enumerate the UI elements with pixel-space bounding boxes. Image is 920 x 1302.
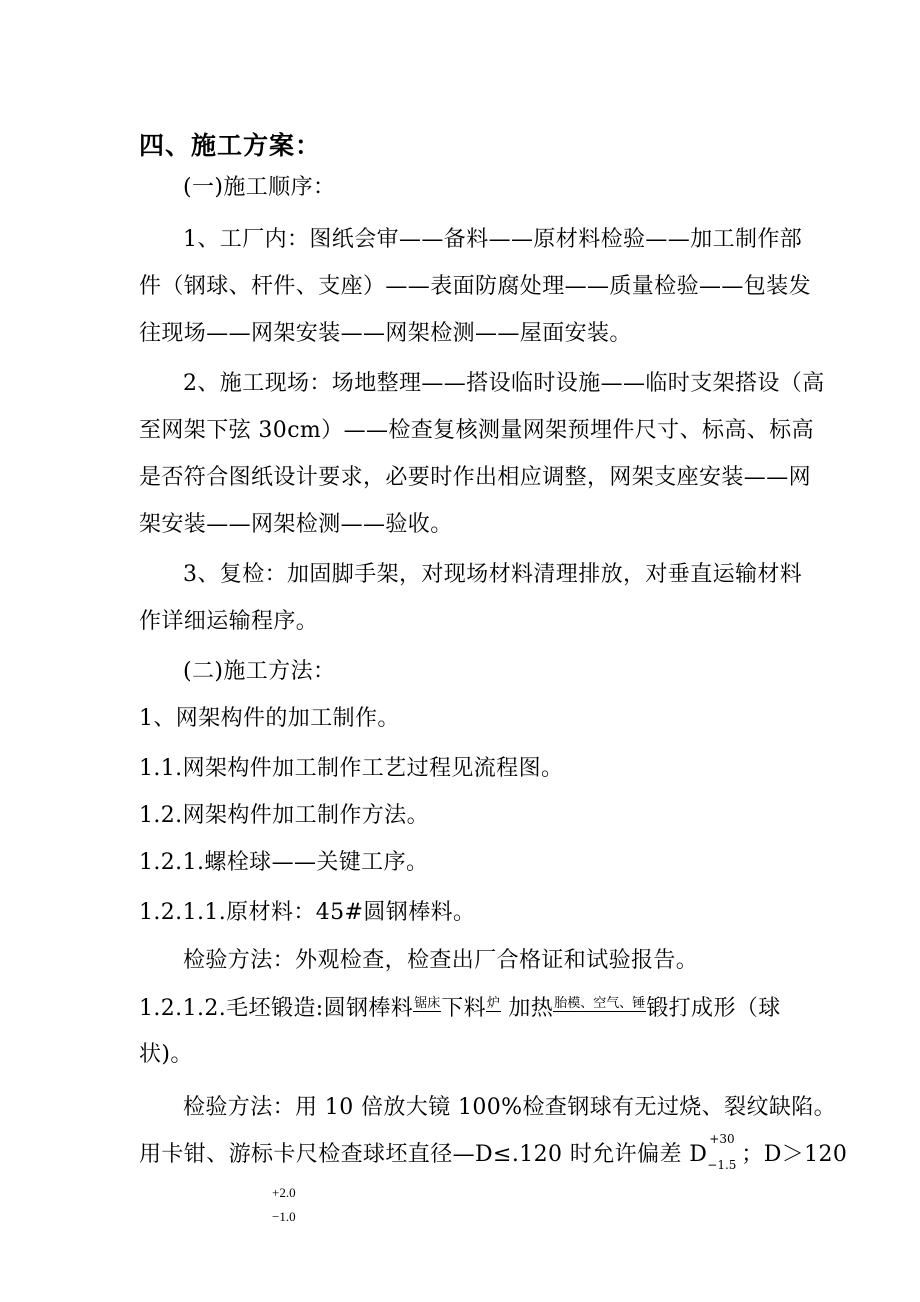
- section-heading: 四、施工方案：: [139, 131, 322, 160]
- tolerance-text: ；D＞120: [741, 1142, 848, 1167]
- numbered-heading: 1.2.1.螺栓球——关键工序。: [139, 850, 429, 875]
- inspection-method-line: 检验方法：用 10 倍放大镜 100%检查钢球有无过烧、裂纹缺陷。: [183, 1095, 837, 1120]
- paragraph-line: 往现场——网架安装——网架检测——屋面安装。: [139, 321, 632, 346]
- tolerance-upper: +30: [709, 1132, 735, 1146]
- paragraph-line: 状)。: [139, 1042, 193, 1067]
- inspection-method-line: 检验方法：外观检查，检查出厂合格证和试验报告。: [183, 948, 699, 973]
- subsection-title-method: (二)施工方法：: [183, 659, 336, 684]
- paragraph-line: 是否符合图纸设计要求，必要时作出相应调整，网架支座安装——网: [139, 465, 812, 490]
- numbered-heading: 1、网架构件的加工制作。: [139, 706, 400, 731]
- process-text: 加热: [501, 996, 554, 1021]
- tolerance-line: [139, 1132, 848, 1172]
- forging-process-line: [139, 994, 781, 1024]
- paragraph-line: 架安装——网架检测——验收。: [139, 512, 453, 537]
- paragraph-line: 2、施工现场：场地整理——搭设临时设施——临时支架搭设（高: [183, 371, 825, 396]
- process-annotation: 胎模、空气、锤: [554, 996, 646, 1011]
- numbered-heading: 1.2.1.1.原材料：45#圆钢棒料。: [139, 900, 476, 925]
- paragraph-line: 1、工厂内：图纸会审——备料——原材料检验——加工制作部: [183, 227, 803, 252]
- process-text: 锻打成形（球: [646, 996, 781, 1021]
- numbered-heading: 1.2.网架构件加工制作方法。: [139, 803, 429, 828]
- process-annotation: 锯床: [414, 996, 441, 1011]
- paragraph-line: 作详细运输程序。: [139, 609, 319, 634]
- tolerance-upper-2: +2.0: [272, 1185, 296, 1200]
- process-text: 1.2.1.2.毛坯锻造:圆钢棒料: [139, 996, 414, 1021]
- tolerance-lower-2: −1.0: [272, 1209, 296, 1224]
- process-annotation: 炉: [487, 996, 501, 1011]
- paragraph-line: 至网架下弦 30cm）——检查复核测量网架预埋件尺寸、标高、标高: [139, 418, 814, 443]
- paragraph-line: 3、复检：加固脚手架，对现场材料清理排放，对垂直运输材料: [183, 562, 803, 587]
- tolerance-fraction: [707, 1132, 741, 1172]
- tolerance-text: 用卡钳、游标卡尺检查球坯直径—D≤.120 时允许偏差 D: [139, 1142, 708, 1167]
- process-text: 下料: [441, 996, 487, 1021]
- numbered-heading: 1.1.网架构件加工制作工艺过程见流程图。: [139, 756, 564, 781]
- tolerance-lower: −1.5: [707, 1158, 737, 1172]
- subsection-title-sequence: (一)施工顺序：: [183, 175, 336, 200]
- paragraph-line: 件（钢球、杆件、支座）——表面防腐处理——质量检验——包装发: [139, 274, 812, 299]
